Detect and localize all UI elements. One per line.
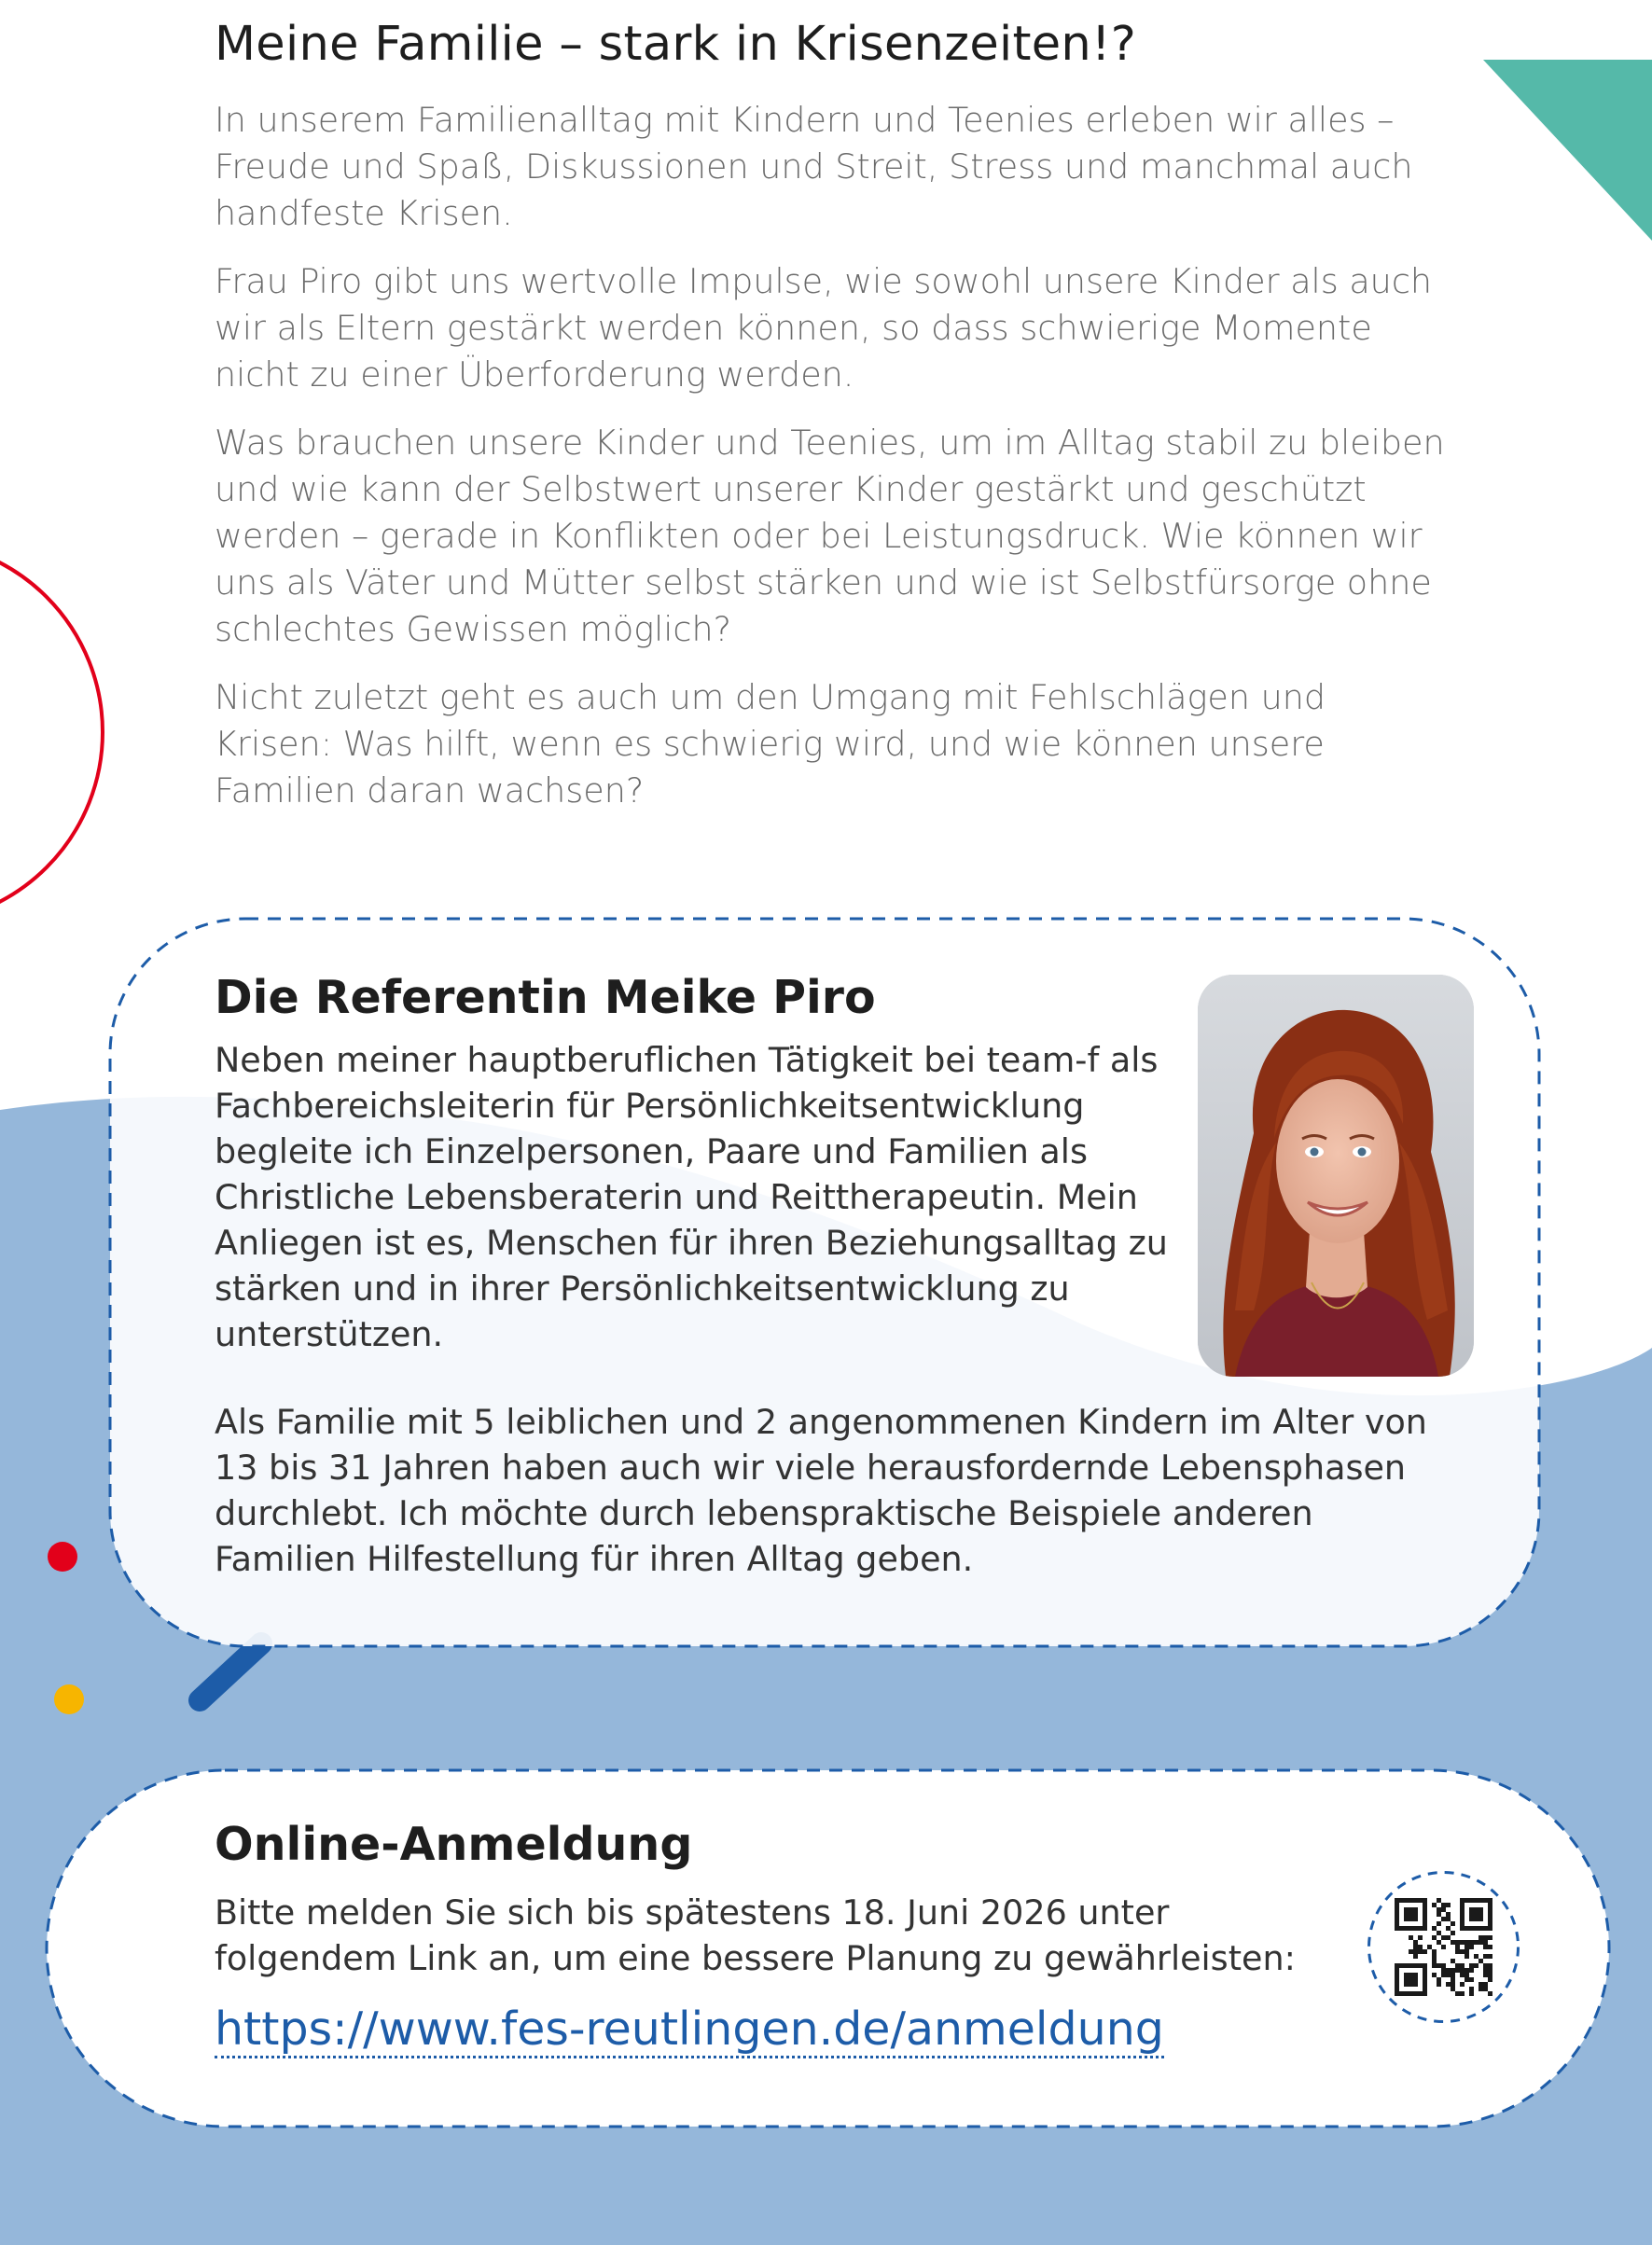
speaker-section	[215, 970, 1175, 1377]
intro-paragraph: In unserem Familienalltag mit Kindern und Teenies erleben wir alles – Freude und Spaß, Diskussionen und Streit, Stress und manchmal auch handfeste Krisen.	[215, 100, 1413, 233]
registration-text: Bitte melden Sie sich bis spätestens 18. Juni 2026 unter folgendem Link an, um eine bessere Planung zu gewährleisten:	[215, 1892, 1296, 1978]
speaker-photo	[1198, 975, 1474, 1377]
portrait-illustration	[1198, 975, 1474, 1377]
speaker-bio-family	[215, 1399, 1465, 1582]
intro-paragraph: Nicht zuletzt geht es auch um den Umgang mit Fehlschlägen und Krisen: Was hilft, wenn es schwierig wird, und wie können unsere Familien daran wachsen?	[215, 677, 1326, 811]
registration-section	[215, 1817, 1334, 2058]
intro-paragraph: Frau Piro gibt uns wertvolle Impulse, wie sowohl unsere Kinder als auch wir als Eltern gestärkt werden können, so dass schwierige Momente nicht zu einer Überforderung werden.	[215, 261, 1433, 395]
page-title: Meine Familie – stark in Krisenzeiten!?	[215, 17, 1137, 72]
registration-link[interactable]: https://www.fes-reutlingen.de/anmeldung	[215, 2003, 1164, 2058]
speaker-bio: Neben meiner hauptberuflichen Tätigkeit bei team-f als Fachbereichsleiterin für Persönlichkeitsentwicklung begleite ich Einzelpersonen, Paare und Familien als Christliche Lebensberaterin und Reittherapeutin. Mein Anliegen ist es, Menschen für ihren Beziehungsalltag zu stärken und in ihrer Persönlichkeitsentwicklung zu unterstützen.	[215, 1040, 1168, 1354]
intro-text	[215, 97, 1446, 836]
speaker-title: Die Referentin Meike Piro	[215, 971, 876, 1024]
speaker-bio-2: Als Familie mit 5 leiblichen und 2 angenommenen Kindern im Alter von 13 bis 31 Jahren haben auch wir viele herausfordernde Lebensphasen durchlebt. Ich möchte durch lebenspraktische Beispiele anderen Familien Hilfestellung für ihren Alltag geben.	[215, 1402, 1427, 1579]
intro-paragraph: Was brauchen unsere Kinder und Teenies, um im Alltag stabil zu bleiben und wie kann der Selbstwert unserer Kinder gestärkt und geschützt werden – gerade in Konflikten oder bei Leistungsdruck. Wie können wir uns als Väter und Mütter selbst stärken und wie ist Selbstfürsorge ohne schlechtes Gewissen möglich?	[215, 423, 1445, 649]
registration-title: Online-Anmeldung	[215, 1818, 693, 1871]
qr-code-icon[interactable]	[1367, 1870, 1520, 2024]
